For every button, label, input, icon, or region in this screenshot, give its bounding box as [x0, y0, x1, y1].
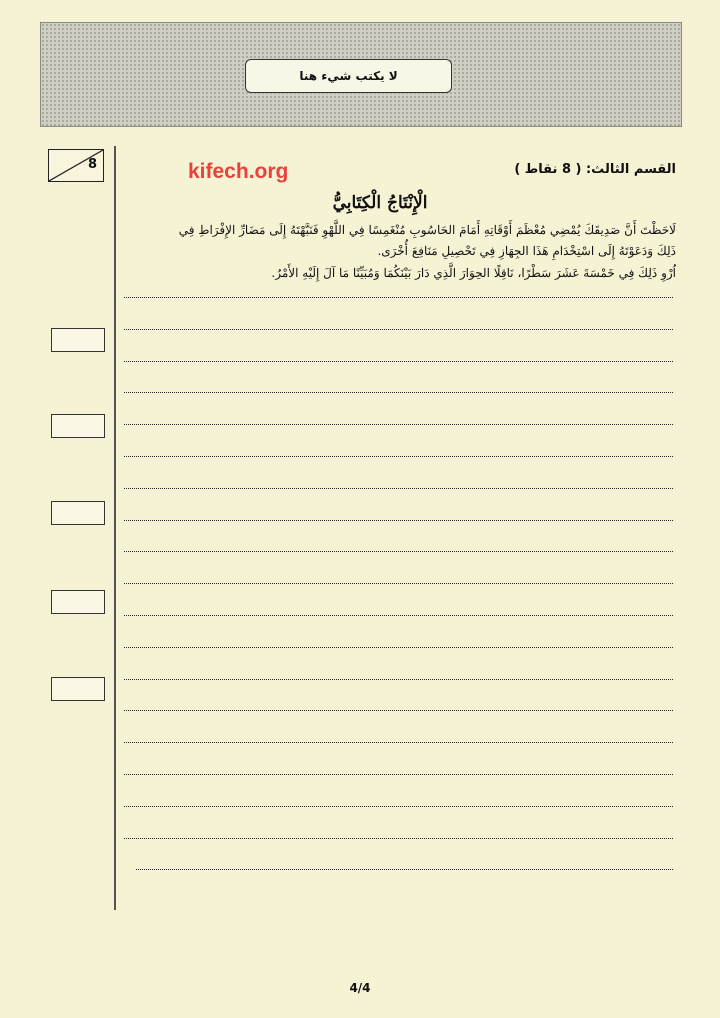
answer-line[interactable]: [124, 615, 673, 616]
answer-line[interactable]: [136, 869, 673, 870]
grading-box-4: [51, 590, 105, 614]
answer-line[interactable]: [124, 551, 673, 552]
answer-line[interactable]: [124, 424, 673, 425]
grading-box-1: [51, 328, 105, 352]
answer-line[interactable]: [124, 456, 673, 457]
answer-line[interactable]: [124, 361, 673, 362]
answer-line[interactable]: [124, 806, 673, 807]
page-number: 4/4: [349, 981, 371, 995]
grading-box-2: [51, 414, 105, 438]
exercise-heading: الْإِنْتَاجُ الْكِتَابِيُّ: [332, 193, 428, 213]
prompt-line-1: لَاحَظْتَ أَنَّ صَدِيقَكَ يُمْضِي مُعْظَمَ أَوْقَاتِهِ أَمَامَ الحَاسُوبِ مُنْغَمِسًا فِي اللَّهْوِ فَنَبَّهْتَهُ إِلَى مَضَارِّ الإِفْرَاطِ فِي: [178, 223, 676, 237]
answer-line[interactable]: [124, 488, 673, 489]
score-value: 8: [87, 157, 97, 172]
answer-line[interactable]: [124, 392, 673, 393]
answer-line[interactable]: [124, 329, 673, 330]
grading-box-3: [51, 501, 105, 525]
answer-line[interactable]: [124, 297, 673, 298]
score-box: [48, 149, 104, 182]
answer-line[interactable]: [124, 774, 673, 775]
watermark: kifech.org: [188, 160, 289, 183]
section-label: القسم الثالث:: [585, 162, 676, 177]
no-write-zone: [40, 22, 682, 127]
section-title: [514, 162, 676, 177]
no-write-label: لا يكتب شيء هنا: [245, 59, 452, 93]
answer-line[interactable]: [124, 520, 673, 521]
section-points: ( 8 نقاط ): [514, 162, 582, 177]
answer-line[interactable]: [124, 647, 673, 648]
prompt-line-3: اُرْوِ ذَلِكَ فِي خَمْسَةَ عَشَرَ سَطْرًا، نَاقِلًا الحِوَارَ الَّذِي دَارَ بَيْنَكُمَا وَمُبَيِّنًا مَا آلَ إِلَيْهِ الأَمْرُ.: [271, 266, 676, 280]
grading-box-5: [51, 677, 105, 701]
answer-line[interactable]: [124, 679, 673, 680]
answer-line[interactable]: [124, 742, 673, 743]
answer-line[interactable]: [124, 710, 673, 711]
answer-line[interactable]: [124, 838, 673, 839]
answer-line[interactable]: [124, 583, 673, 584]
prompt-line-2: ذَلِكَ وَدَعَوْتَهُ إِلَى اسْتِخْدَامِ هَذَا الجِهَازِ فِي تَحْصِيلِ مَنَافِعَ أُخْرَى.: [377, 244, 676, 258]
